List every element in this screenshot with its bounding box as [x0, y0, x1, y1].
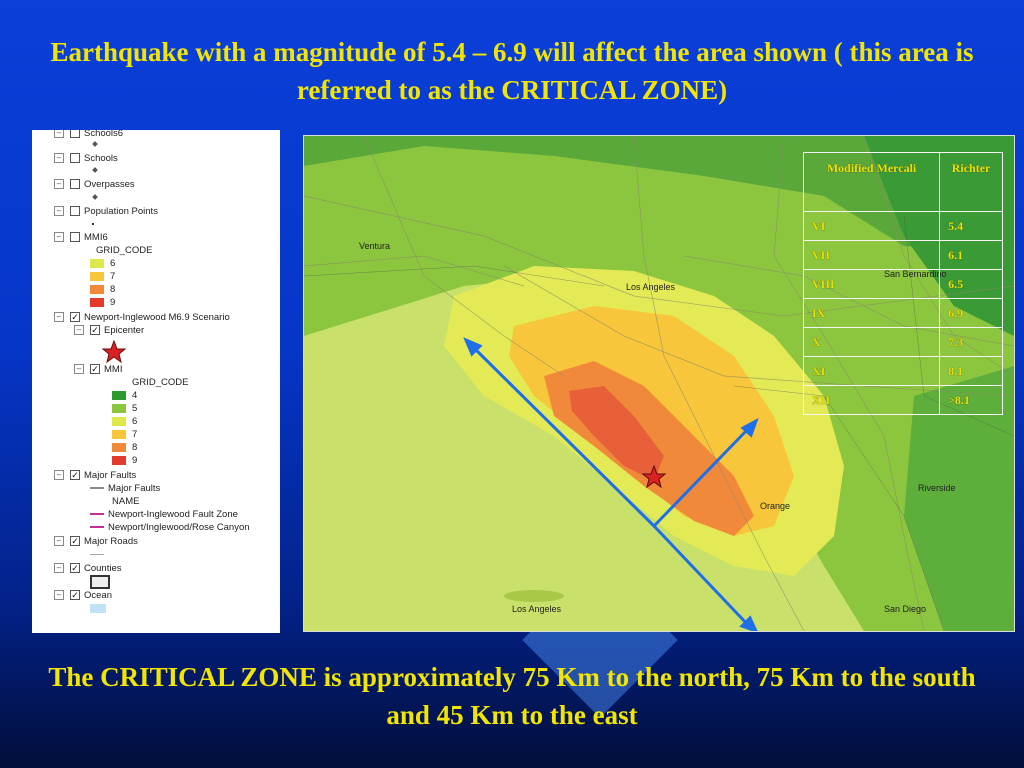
- table-header: [804, 153, 1003, 212]
- collapse-icon[interactable]: –: [54, 536, 64, 546]
- collapse-icon[interactable]: –: [54, 232, 64, 242]
- layer-epicenter[interactable]: – ✓ Epicenter: [74, 324, 144, 338]
- mmi-swatch-7: [112, 430, 126, 439]
- legend-field-name: GRID_CODE: [132, 377, 189, 388]
- point-symbol-icon: [92, 195, 98, 201]
- header-mercali: Modified Mercali: [804, 153, 940, 212]
- point-symbol-icon: [92, 142, 98, 148]
- label-los-angeles-2: Los Angeles: [512, 604, 562, 614]
- checkbox-unchecked[interactable]: [70, 179, 80, 189]
- mmi-swatch-8: [112, 443, 126, 452]
- table-row: XII >8.1: [804, 386, 1003, 415]
- checkbox-unchecked[interactable]: [70, 206, 80, 216]
- road-line-symbol-icon: [90, 554, 104, 555]
- checkbox-checked[interactable]: ✓: [71, 312, 79, 323]
- collapse-icon[interactable]: –: [74, 325, 84, 335]
- collapse-icon[interactable]: –: [54, 312, 64, 322]
- map-legend: – Schools6 – Schools – Overpasses – Population Points – MMI6 GRID_CODE 6 7 8 9 – ✓ Newport-Inglewood M6.9 Scenario – ✓ Epicenter – ✓ MMI GRID_CODE 4 5 6 7 8 9 – ✓ Major Faults Major Faults NAME Newport-Inglewood Fault Zone Newport/Inglewood/Rose Canyon – ✓ Major Roads – ✓ Counties – ✓ Ocean: [32, 130, 280, 633]
- label-ventura: Ventura: [359, 241, 391, 251]
- layer-scenario[interactable]: – ✓ Newport-Inglewood M6.9 Scenario: [54, 311, 230, 325]
- layer-mmi[interactable]: – ✓ MMI: [74, 363, 122, 377]
- legend-field-name: NAME: [112, 496, 140, 507]
- label-san-diego: San Diego: [884, 604, 927, 614]
- mmi6-swatch-9: [90, 298, 104, 307]
- mmi6-swatch-7: [90, 272, 104, 281]
- checkbox-checked[interactable]: ✓: [71, 470, 79, 481]
- layer-ocean[interactable]: – ✓ Ocean: [54, 589, 112, 603]
- layer-counties[interactable]: – ✓ Counties: [54, 562, 122, 576]
- collapse-icon[interactable]: –: [54, 590, 64, 600]
- collapse-icon[interactable]: –: [54, 153, 64, 163]
- table-row: XI 8.1: [804, 357, 1003, 386]
- slide-title: Earthquake with a magnitude of 5.4 – 6.9 will affect the area shown ( this area is referred to as the CRITICAL ZONE): [50, 37, 974, 105]
- table-row: VI 5.4: [804, 212, 1003, 241]
- layer-schools6[interactable]: – Schools6: [54, 130, 123, 141]
- layer-major-roads[interactable]: – ✓ Major Roads: [54, 535, 138, 549]
- mmi-swatch-4: [112, 391, 126, 400]
- table-row: IX 6.9: [804, 299, 1003, 328]
- island: [504, 590, 564, 602]
- fault-line-symbol-icon: [90, 526, 104, 528]
- layer-overpasses[interactable]: – Overpasses: [54, 178, 135, 192]
- county-polygon-symbol-icon: [90, 575, 110, 589]
- point-symbol-icon: [92, 168, 98, 174]
- checkbox-checked[interactable]: ✓: [71, 590, 79, 601]
- fault-line-symbol-icon: [90, 513, 104, 515]
- layer-mmi6[interactable]: – MMI6: [54, 231, 108, 245]
- label-riverside: Riverside: [918, 483, 956, 493]
- checkbox-unchecked[interactable]: [70, 153, 80, 163]
- checkbox-unchecked[interactable]: [70, 130, 80, 138]
- mmi-swatch-5: [112, 404, 126, 413]
- mmi-swatch-6: [112, 417, 126, 426]
- label-los-angeles: Los Angeles: [626, 282, 676, 292]
- mmi6-swatch-6: [90, 259, 104, 268]
- collapse-icon[interactable]: –: [54, 179, 64, 189]
- collapse-icon[interactable]: –: [74, 364, 84, 374]
- mmi6-swatch-8: [90, 285, 104, 294]
- intensity-magnitude-table: [803, 152, 1003, 415]
- layer-schools[interactable]: – Schools: [54, 152, 118, 166]
- table-row: VIII 6.5: [804, 270, 1003, 299]
- header-richter: Richter: [940, 153, 1003, 212]
- collapse-icon[interactable]: –: [54, 470, 64, 480]
- checkbox-unchecked[interactable]: [70, 232, 80, 242]
- slide-footer: The CRITICAL ZONE is approximately 75 Km to the north, 75 Km to the south and 45 Km to the east: [48, 662, 976, 730]
- collapse-icon[interactable]: –: [54, 130, 64, 138]
- layer-population-points[interactable]: – Population Points: [54, 205, 158, 219]
- fault-line-symbol-icon: [90, 487, 104, 489]
- label-orange: Orange: [760, 501, 791, 511]
- table-row: X 7.3: [804, 328, 1003, 357]
- label-san-bernardino: San Bernardino: [884, 269, 947, 279]
- checkbox-checked[interactable]: ✓: [71, 563, 79, 574]
- checkbox-checked[interactable]: ✓: [71, 536, 79, 547]
- epicenter-star-icon: [102, 340, 126, 364]
- checkbox-checked[interactable]: ✓: [91, 325, 99, 336]
- point-symbol-icon: [92, 223, 94, 225]
- table-row: VII 6.1: [804, 241, 1003, 270]
- ocean-swatch: [90, 604, 106, 613]
- mmi-swatch-9: [112, 456, 126, 465]
- collapse-icon[interactable]: –: [54, 563, 64, 573]
- layer-major-faults[interactable]: – ✓ Major Faults: [54, 469, 136, 483]
- collapse-icon[interactable]: –: [54, 206, 64, 216]
- checkbox-checked[interactable]: ✓: [91, 364, 99, 375]
- legend-field-name: GRID_CODE: [96, 245, 153, 256]
